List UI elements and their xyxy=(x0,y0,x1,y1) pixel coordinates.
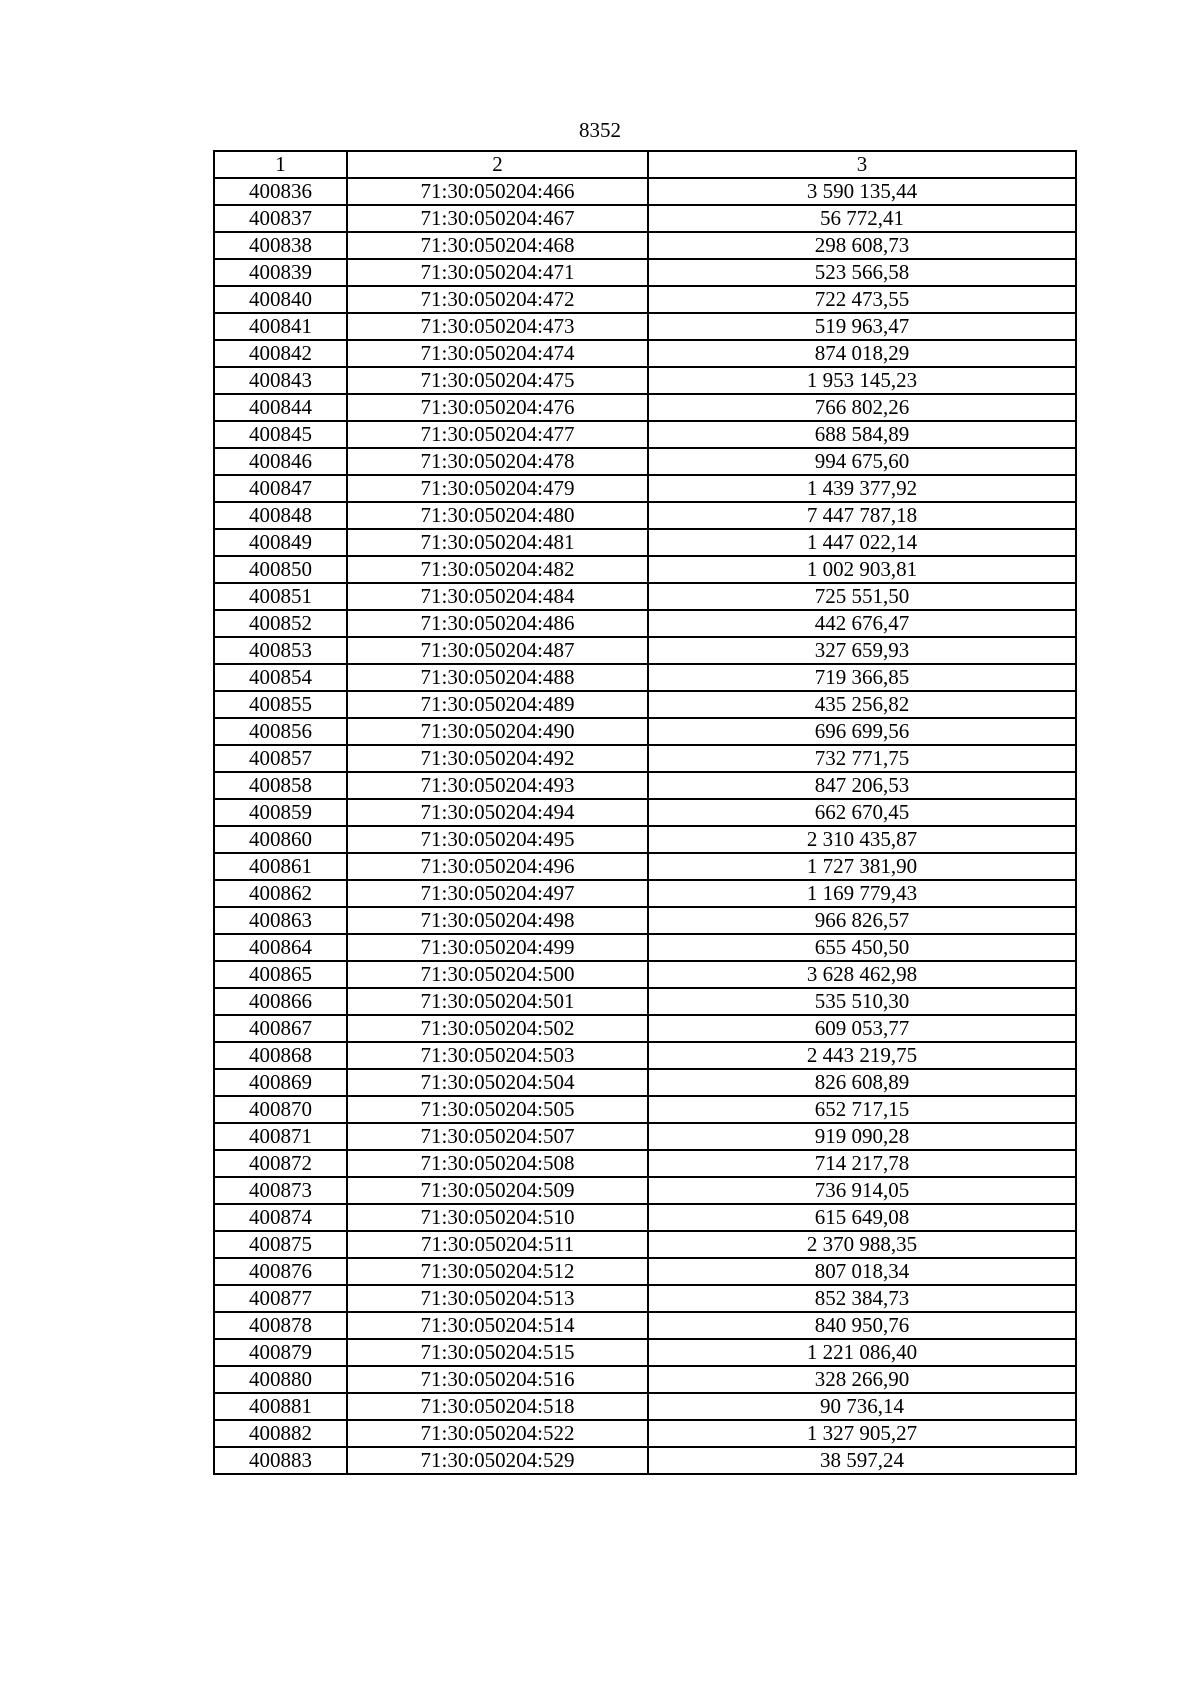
cell-row-number: 400869 xyxy=(214,1069,347,1096)
cell-cadastral-number: 71:30:050204:504 xyxy=(347,1069,648,1096)
cell-row-number: 400855 xyxy=(214,691,347,718)
table-row xyxy=(214,1366,1076,1393)
cell-row-number: 400838 xyxy=(214,232,347,259)
cell-cadastral-number: 71:30:050204:494 xyxy=(347,799,648,826)
cell-row-number: 400871 xyxy=(214,1123,347,1150)
cell-cadastral-number: 71:30:050204:518 xyxy=(347,1393,648,1420)
cell-value: 852 384,73 xyxy=(648,1285,1076,1312)
cell-value: 2 370 988,35 xyxy=(648,1231,1076,1258)
cell-value: 1 953 145,23 xyxy=(648,367,1076,394)
cell-cadastral-number: 71:30:050204:492 xyxy=(347,745,648,772)
cell-row-number: 400868 xyxy=(214,1042,347,1069)
cell-row-number: 400843 xyxy=(214,367,347,394)
cell-row-number: 400851 xyxy=(214,583,347,610)
table-row xyxy=(214,1393,1076,1420)
table-row xyxy=(214,1231,1076,1258)
cell-row-number: 400861 xyxy=(214,853,347,880)
cell-value: 722 473,55 xyxy=(648,286,1076,313)
table-row xyxy=(214,1420,1076,1447)
cell-value: 609 053,77 xyxy=(648,1015,1076,1042)
cell-cadastral-number: 71:30:050204:515 xyxy=(347,1339,648,1366)
table-row xyxy=(214,556,1076,583)
cell-cadastral-number: 71:30:050204:484 xyxy=(347,583,648,610)
cell-cadastral-number: 71:30:050204:514 xyxy=(347,1312,648,1339)
cell-value: 38 597,24 xyxy=(648,1447,1076,1474)
cell-row-number: 400846 xyxy=(214,448,347,475)
cell-cadastral-number: 71:30:050204:480 xyxy=(347,502,648,529)
cell-row-number: 400865 xyxy=(214,961,347,988)
table-row xyxy=(214,1177,1076,1204)
cell-value: 655 450,50 xyxy=(648,934,1076,961)
cell-row-number: 400870 xyxy=(214,1096,347,1123)
cell-row-number: 400863 xyxy=(214,907,347,934)
table-row xyxy=(214,1447,1076,1474)
table-row xyxy=(214,745,1076,772)
cell-value: 732 771,75 xyxy=(648,745,1076,772)
cell-value: 2 443 219,75 xyxy=(648,1042,1076,1069)
cell-value: 90 736,14 xyxy=(648,1393,1076,1420)
table-row xyxy=(214,448,1076,475)
cell-cadastral-number: 71:30:050204:487 xyxy=(347,637,648,664)
cell-value: 327 659,93 xyxy=(648,637,1076,664)
column-header-1: 1 xyxy=(214,151,347,178)
cell-cadastral-number: 71:30:050204:496 xyxy=(347,853,648,880)
cell-row-number: 400847 xyxy=(214,475,347,502)
cell-cadastral-number: 71:30:050204:522 xyxy=(347,1420,648,1447)
cell-value: 652 717,15 xyxy=(648,1096,1076,1123)
cell-row-number: 400849 xyxy=(214,529,347,556)
cell-value: 519 963,47 xyxy=(648,313,1076,340)
cell-cadastral-number: 71:30:050204:468 xyxy=(347,232,648,259)
cell-cadastral-number: 71:30:050204:488 xyxy=(347,664,648,691)
cell-row-number: 400873 xyxy=(214,1177,347,1204)
cell-row-number: 400841 xyxy=(214,313,347,340)
cell-value: 535 510,30 xyxy=(648,988,1076,1015)
cell-value: 994 675,60 xyxy=(648,448,1076,475)
cell-value: 766 802,26 xyxy=(648,394,1076,421)
cell-value: 435 256,82 xyxy=(648,691,1076,718)
table-row xyxy=(214,367,1076,394)
cell-cadastral-number: 71:30:050204:512 xyxy=(347,1258,648,1285)
cell-value: 807 018,34 xyxy=(648,1258,1076,1285)
cell-row-number: 400875 xyxy=(214,1231,347,1258)
cell-value: 3 628 462,98 xyxy=(648,961,1076,988)
table-row xyxy=(214,1015,1076,1042)
table-row xyxy=(214,1312,1076,1339)
cell-cadastral-number: 71:30:050204:495 xyxy=(347,826,648,853)
cell-value: 523 566,58 xyxy=(648,259,1076,286)
cell-row-number: 400877 xyxy=(214,1285,347,1312)
cell-row-number: 400837 xyxy=(214,205,347,232)
cell-row-number: 400852 xyxy=(214,610,347,637)
cell-cadastral-number: 71:30:050204:499 xyxy=(347,934,648,961)
table-header-row xyxy=(214,151,1076,178)
cell-cadastral-number: 71:30:050204:477 xyxy=(347,421,648,448)
cell-cadastral-number: 71:30:050204:473 xyxy=(347,313,648,340)
cell-cadastral-number: 71:30:050204:466 xyxy=(347,178,648,205)
cell-cadastral-number: 71:30:050204:474 xyxy=(347,340,648,367)
cell-row-number: 400854 xyxy=(214,664,347,691)
cell-cadastral-number: 71:30:050204:511 xyxy=(347,1231,648,1258)
cell-row-number: 400842 xyxy=(214,340,347,367)
table-row xyxy=(214,934,1076,961)
cell-value: 298 608,73 xyxy=(648,232,1076,259)
table-row xyxy=(214,1042,1076,1069)
registry-table xyxy=(213,150,1077,1475)
cell-cadastral-number: 71:30:050204:502 xyxy=(347,1015,648,1042)
cell-cadastral-number: 71:30:050204:475 xyxy=(347,367,648,394)
cell-row-number: 400856 xyxy=(214,718,347,745)
cell-cadastral-number: 71:30:050204:479 xyxy=(347,475,648,502)
cell-cadastral-number: 71:30:050204:507 xyxy=(347,1123,648,1150)
column-header-2: 2 xyxy=(347,151,648,178)
cell-cadastral-number: 71:30:050204:478 xyxy=(347,448,648,475)
cell-value: 688 584,89 xyxy=(648,421,1076,448)
cell-value: 725 551,50 xyxy=(648,583,1076,610)
cell-row-number: 400848 xyxy=(214,502,347,529)
cell-row-number: 400845 xyxy=(214,421,347,448)
cell-value: 1 727 381,90 xyxy=(648,853,1076,880)
cell-value: 919 090,28 xyxy=(648,1123,1076,1150)
table-row xyxy=(214,340,1076,367)
table-row xyxy=(214,502,1076,529)
cell-cadastral-number: 71:30:050204:500 xyxy=(347,961,648,988)
cell-value: 328 266,90 xyxy=(648,1366,1076,1393)
table-row xyxy=(214,394,1076,421)
cell-cadastral-number: 71:30:050204:481 xyxy=(347,529,648,556)
table-row xyxy=(214,286,1076,313)
cell-row-number: 400867 xyxy=(214,1015,347,1042)
table-row xyxy=(214,1096,1076,1123)
cell-value: 847 206,53 xyxy=(648,772,1076,799)
cell-row-number: 400859 xyxy=(214,799,347,826)
table-row xyxy=(214,259,1076,286)
cell-value: 2 310 435,87 xyxy=(648,826,1076,853)
cell-row-number: 400883 xyxy=(214,1447,347,1474)
cell-row-number: 400844 xyxy=(214,394,347,421)
cell-value: 696 699,56 xyxy=(648,718,1076,745)
cell-cadastral-number: 71:30:050204:516 xyxy=(347,1366,648,1393)
table-row xyxy=(214,1069,1076,1096)
table-row xyxy=(214,664,1076,691)
cell-value: 736 914,05 xyxy=(648,1177,1076,1204)
cell-cadastral-number: 71:30:050204:471 xyxy=(347,259,648,286)
column-header-3: 3 xyxy=(648,151,1076,178)
cell-value: 874 018,29 xyxy=(648,340,1076,367)
table-row xyxy=(214,880,1076,907)
cell-cadastral-number: 71:30:050204:482 xyxy=(347,556,648,583)
cell-cadastral-number: 71:30:050204:503 xyxy=(347,1042,648,1069)
cell-value: 56 772,41 xyxy=(648,205,1076,232)
page-number: 8352 xyxy=(579,118,621,142)
table-row xyxy=(214,718,1076,745)
cell-row-number: 400872 xyxy=(214,1150,347,1177)
cell-cadastral-number: 71:30:050204:497 xyxy=(347,880,648,907)
cell-value: 3 590 135,44 xyxy=(648,178,1076,205)
cell-value: 1 439 377,92 xyxy=(648,475,1076,502)
table-row xyxy=(214,988,1076,1015)
cell-value: 719 366,85 xyxy=(648,664,1076,691)
table-body xyxy=(214,178,1076,1474)
cell-value: 1 221 086,40 xyxy=(648,1339,1076,1366)
cell-cadastral-number: 71:30:050204:486 xyxy=(347,610,648,637)
table-row xyxy=(214,1339,1076,1366)
cell-row-number: 400876 xyxy=(214,1258,347,1285)
table-row xyxy=(214,961,1076,988)
cell-row-number: 400836 xyxy=(214,178,347,205)
table-row xyxy=(214,1204,1076,1231)
cell-row-number: 400881 xyxy=(214,1393,347,1420)
table-row xyxy=(214,610,1076,637)
cell-cadastral-number: 71:30:050204:489 xyxy=(347,691,648,718)
cell-value: 615 649,08 xyxy=(648,1204,1076,1231)
cell-value: 714 217,78 xyxy=(648,1150,1076,1177)
table-row xyxy=(214,232,1076,259)
table-row xyxy=(214,421,1076,448)
cell-value: 662 670,45 xyxy=(648,799,1076,826)
cell-row-number: 400853 xyxy=(214,637,347,664)
table-row xyxy=(214,313,1076,340)
table-row xyxy=(214,799,1076,826)
cell-value: 1 447 022,14 xyxy=(648,529,1076,556)
cell-value: 7 447 787,18 xyxy=(648,502,1076,529)
cell-cadastral-number: 71:30:050204:493 xyxy=(347,772,648,799)
table-row xyxy=(214,178,1076,205)
cell-value: 826 608,89 xyxy=(648,1069,1076,1096)
table-row xyxy=(214,853,1076,880)
cell-row-number: 400839 xyxy=(214,259,347,286)
cell-cadastral-number: 71:30:050204:529 xyxy=(347,1447,648,1474)
cell-cadastral-number: 71:30:050204:490 xyxy=(347,718,648,745)
cell-cadastral-number: 71:30:050204:472 xyxy=(347,286,648,313)
cell-row-number: 400850 xyxy=(214,556,347,583)
table-row xyxy=(214,637,1076,664)
cell-row-number: 400862 xyxy=(214,880,347,907)
cell-cadastral-number: 71:30:050204:505 xyxy=(347,1096,648,1123)
cell-cadastral-number: 71:30:050204:501 xyxy=(347,988,648,1015)
table-row xyxy=(214,1258,1076,1285)
table-row xyxy=(214,529,1076,556)
cell-cadastral-number: 71:30:050204:476 xyxy=(347,394,648,421)
cell-row-number: 400866 xyxy=(214,988,347,1015)
table-row xyxy=(214,1123,1076,1150)
cell-value: 1 169 779,43 xyxy=(648,880,1076,907)
cell-value: 1 327 905,27 xyxy=(648,1420,1076,1447)
cell-row-number: 400882 xyxy=(214,1420,347,1447)
table-row xyxy=(214,772,1076,799)
cell-cadastral-number: 71:30:050204:513 xyxy=(347,1285,648,1312)
cell-value: 1 002 903,81 xyxy=(648,556,1076,583)
cell-value: 442 676,47 xyxy=(648,610,1076,637)
table-row xyxy=(214,691,1076,718)
cell-value: 966 826,57 xyxy=(648,907,1076,934)
cell-row-number: 400840 xyxy=(214,286,347,313)
table-row xyxy=(214,583,1076,610)
cell-cadastral-number: 71:30:050204:508 xyxy=(347,1150,648,1177)
cell-row-number: 400874 xyxy=(214,1204,347,1231)
cell-cadastral-number: 71:30:050204:510 xyxy=(347,1204,648,1231)
cell-row-number: 400864 xyxy=(214,934,347,961)
table-row xyxy=(214,826,1076,853)
table-row xyxy=(214,205,1076,232)
table-row xyxy=(214,907,1076,934)
cell-row-number: 400879 xyxy=(214,1339,347,1366)
cell-row-number: 400857 xyxy=(214,745,347,772)
cell-cadastral-number: 71:30:050204:498 xyxy=(347,907,648,934)
cell-cadastral-number: 71:30:050204:509 xyxy=(347,1177,648,1204)
table-row xyxy=(214,475,1076,502)
cell-cadastral-number: 71:30:050204:467 xyxy=(347,205,648,232)
cell-row-number: 400878 xyxy=(214,1312,347,1339)
cell-row-number: 400858 xyxy=(214,772,347,799)
cell-row-number: 400860 xyxy=(214,826,347,853)
cell-value: 840 950,76 xyxy=(648,1312,1076,1339)
table-row xyxy=(214,1150,1076,1177)
cell-row-number: 400880 xyxy=(214,1366,347,1393)
table-row xyxy=(214,1285,1076,1312)
